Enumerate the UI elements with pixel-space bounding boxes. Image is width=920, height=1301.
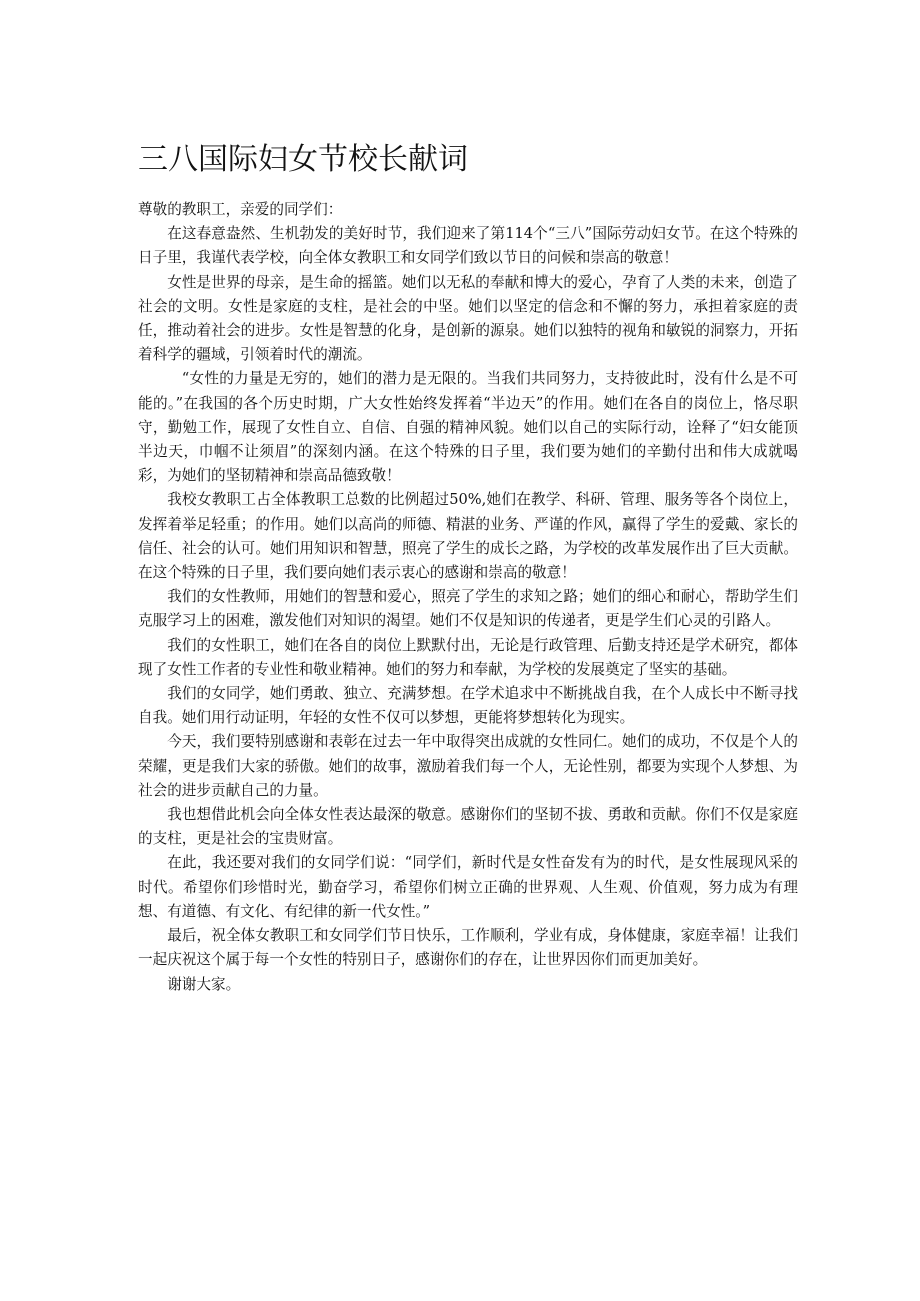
paragraph: 最后，祝全体女教职工和女同学们节日快乐，工作顺利，学业有成，身体健康，家庭幸福！让我们一起庆祝这个属于每一个女性的特别日子，感谢你们的存在，让世界因你们而更加美好。 (138, 927, 798, 969)
document-title: 三八国际妇女节校长献词 (138, 142, 468, 177)
paragraph: 我也想借此机会向全体女性表达最深的敬意。感谢你们的坚韧不拔、勇敢和贡献。你们不仅是家庭的支柱，更是社会的宝贵财富。 (138, 806, 798, 848)
paragraph: 在这春意盎然、生机勃发的美好时节，我们迎来了第114个“三八”国际劳动妇女节。在这个特殊的日子里，我谨代表学校，向全体女教职工和女同学们致以节日的问候和崇高的敬意！ (138, 225, 798, 267)
paragraph: “女性的力量是无穷的，她们的潜力是无限的。当我们共同努力，支持彼此时，没有什么是不可能的。”在我国的各个历史时期，广大女性始终发挥着“半边天”的作用。她们在各自的岗位上，恪尽职守，勤勉工作，展现了女性自立、自信、自强的精神风貌。她们以自己的实际行动，诠释了“妇女能顶半边天，巾帼不让须眉”的深刻内涵。在这个特殊的日子里，我们要为她们的辛勤付出和伟大成就喝彩，为她们的坚韧精神和崇高品德致敬！ (138, 370, 798, 485)
document-body (138, 198, 798, 997)
paragraph: 我们的女性职工，她们在各自的岗位上默默付出，无论是行政管理、后勤支持还是学术研究，都体现了女性工作者的专业性和敬业精神。她们的努力和奉献，为学校的发展奠定了坚实的基础。 (138, 636, 798, 678)
paragraph: 我们的女同学，她们勇敢、独立、充满梦想。在学术追求中不断挑战自我，在个人成长中不断寻找自我。她们用行动证明，年轻的女性不仅可以梦想，更能将梦想转化为现实。 (138, 685, 798, 727)
paragraph: 我校女教职工占全体教职工总数的比例超过50%,她们在教学、科研、管理、服务等各个岗位上，发挥着举足轻重；的作用。她们以高尚的师德、精湛的业务、严谨的作风，赢得了学生的爱戴、家长的信任、社会的认可。她们用知识和智慧，照亮了学生的成长之路，为学校的改革发展作出了巨大贡献。在这个特殊的日子里，我们要向她们表示衷心的感谢和崇高的敬意！ (138, 491, 798, 582)
paragraph: 我们的女性教师，用她们的智慧和爱心，照亮了学生的求知之路；她们的细心和耐心，帮助学生们克服学习上的困难，激发他们对知识的渴望。她们不仅是知识的传递者，更是学生们心灵的引路人。 (138, 588, 798, 630)
paragraph: 今天，我们要特别感谢和表彰在过去一年中取得突出成就的女性同仁。她们的成功，不仅是个人的荣耀，更是我们大家的骄傲。她们的故事，激励着我们每一个人，无论性别，都要为实现个人梦想、为社会的进步贡献自己的力量。 (138, 733, 798, 799)
salutation: 尊敬的教职工，亲爱的同学们： (138, 201, 343, 218)
paragraph: 女性是世界的母亲，是生命的摇篮。她们以无私的奉献和博大的爱心，孕育了人类的未来，创造了社会的文明。女性是家庭的支柱，是社会的中坚。她们以坚定的信念和不懈的努力，承担着家庭的责任，推动着社会的进步。女性是智慧的化身，是创新的源泉。她们以独特的视角和敏锐的洞察力，开拓着科学的疆域，引领着时代的潮流。 (138, 273, 798, 364)
closing-line: 谢谢大家。 (167, 975, 241, 993)
paragraph: 在此，我还要对我们的女同学们说：“同学们，新时代是女性奋发有为的时代，是女性展现风采的时代。希望你们珍惜时光，勤奋学习，希望你们树立正确的世界观、人生观、价值观，努力成为有理想、有道德、有文化、有纪律的新一代女性。” (138, 854, 798, 920)
